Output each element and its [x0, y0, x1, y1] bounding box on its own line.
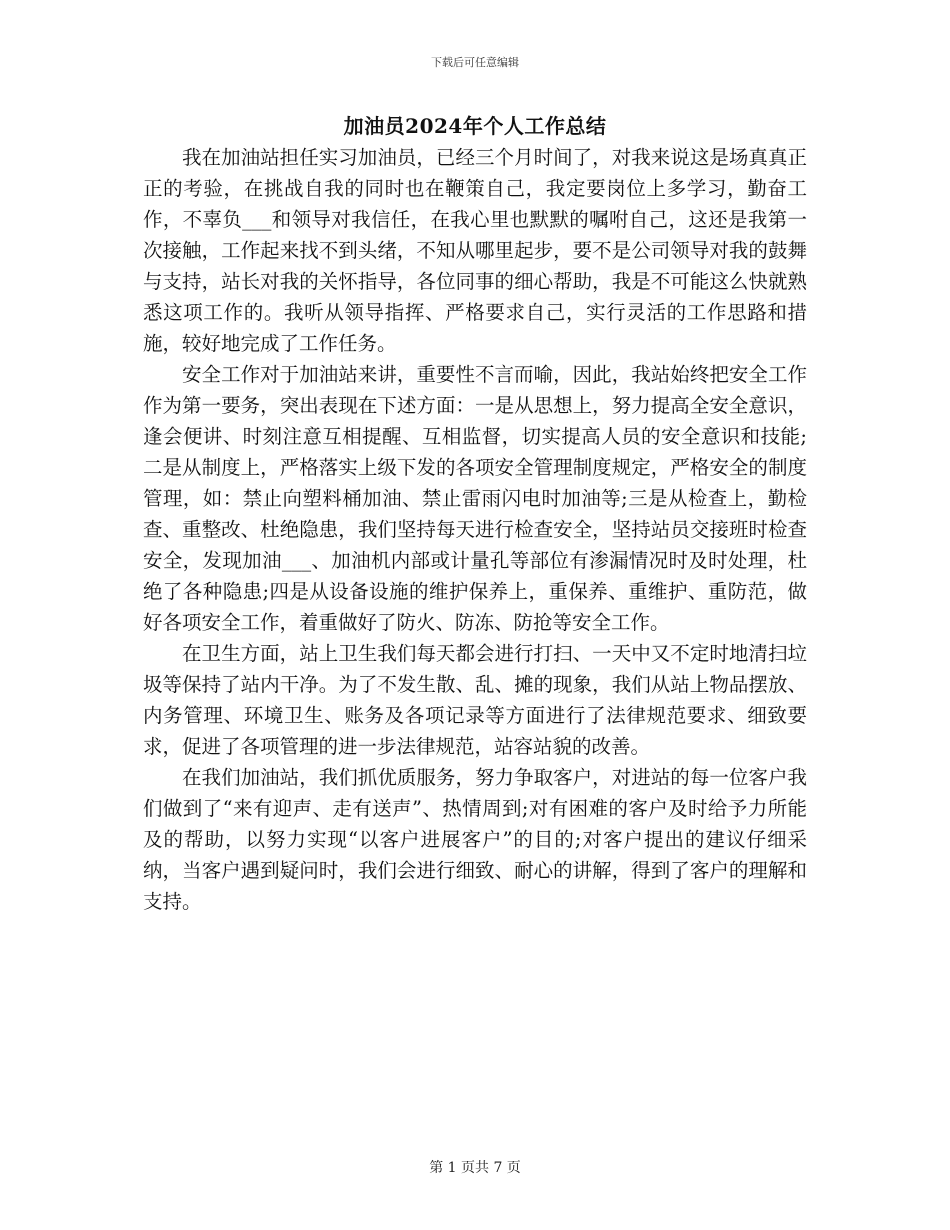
paragraph-hygiene: 在卫生方面，站上卫生我们每天都会进行打扫、一天中又不定时地清扫垃圾等保持了站内干净。为了不发生散、乱、摊的现象，我们从站上物品摆放、内务管理、环境卫生、账务及各项记录等方面进行了法律规范要求、细致要求，促进了各项管理的进一步法律规范，站容站貌的改善。 — [143, 642, 807, 758]
paragraph-service: 在我们加油站，我们抓优质服务，努力争取客户，对进站的每一位客户我们做到了“来有迎声、走有送声”、热情周到;对有困难的客户及时给予力所能及的帮助，以努力实现“以客户进展客户”的目的;对客户提出的建议仔细采纳，当客户遇到疑问时，我们会进行细致、耐心的讲解，得到了客户的理解和支持。 — [143, 766, 807, 913]
header-note: 下载后可任意编辑 — [431, 56, 519, 69]
page-number: 第 1 页共 7 页 — [429, 1160, 521, 1176]
paragraph-safety: 安全工作对于加油站来讲，重要性不言而喻，因此，我站始终把安全工作作为第一要务，突出表现在下述方面：一是从思想上，努力提高全安全意识，逢会便讲、时刻注意互相提醒、互相监督，切实提高人员的安全意识和技能;二是从制度上，严格落实上级下发的各项安全管理制度规定，严格安全的制度管理，如：禁止向塑料桶加油、禁止雷雨闪电时加油等;三是从检查上，勤检查、重整改、杜绝隐患，我们坚持每天进行检查安全，坚持站员交接班时检查安全，发现加油___、加油机内部或计量孔等部位有渗漏情况时及时处理，杜绝了各种隐患;四是从设备设施的维护保养上，重保养、重维护、重防范，做好各项安全工作，着重做好了防火、防冻、防抢等安全工作。 — [143, 363, 807, 634]
document-body — [143, 142, 807, 917]
paragraph-intro: 我在加油站担任实习加油员，已经三个月时间了，对我来说这是场真真正正的考验，在挑战自我的同时也在鞭策自己，我定要岗位上多学习，勤奋工作，不辜负___和领导对我信任，在我心里也默默的嘱咐自己，这还是我第一次接触，工作起来找不到头绪，不知从哪里起步，要不是公司领导对我的鼓舞与支持，站长对我的关怀指导，各位同事的细心帮助，我是不可能这么快就熟悉这项工作的。我听从领导指挥、严格要求自己，实行灵活的工作思路和措施，较好地完成了工作任务。 — [143, 146, 807, 355]
document-title: 加油员2024年个人工作总结 — [343, 114, 607, 138]
